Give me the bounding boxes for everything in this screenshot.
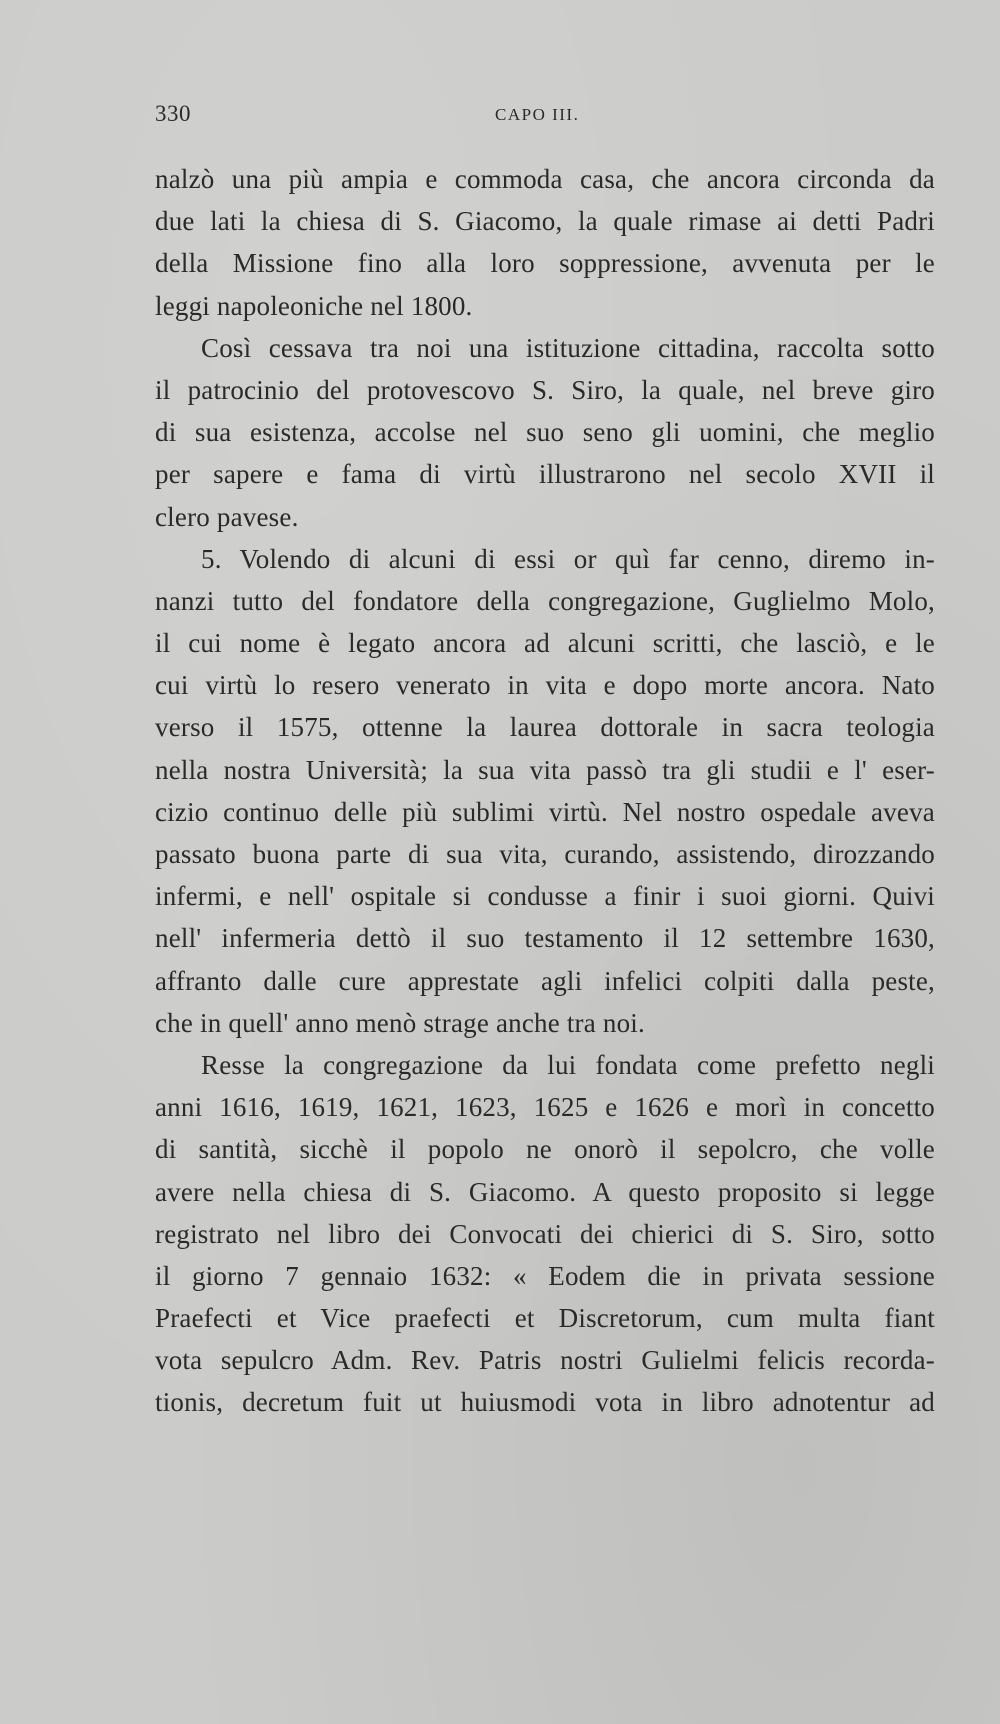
text-line: clero pavese. (155, 501, 299, 532)
text-line: verso il 1575, ottenne la laurea dottorale in sacra teologia (155, 712, 935, 743)
text-line: tionis, decretum fuit ut huiusmodi vota in libro adnotentur ad (155, 1387, 935, 1418)
text-line: il patrocinio del protovescovo S. Siro, la quale, nel breve giro (155, 374, 935, 405)
text-line: leggi napoleoniche nel 1800. (155, 290, 473, 321)
body-text (155, 158, 935, 1424)
text-line: due lati la chiesa di S. Giacomo, la quale rimase ai detti Padri (155, 206, 935, 237)
text-line: della Missione fino alla loro soppressione, avvenuta per le (155, 248, 935, 279)
text-line: cizio continuo delle più sublimi virtù. Nel nostro ospedale aveva (155, 796, 935, 827)
text-line: vota sepulcro Adm. Rev. Patris nostri Gulielmi felicis recorda- (155, 1345, 935, 1376)
text-line: che in quell' anno menò strage anche tra noi. (155, 1007, 645, 1038)
text-line: di sua esistenza, accolse nel suo seno gli uomini, che meglio (155, 417, 935, 448)
text-line: cui virtù lo resero venerato in vita e dopo morte ancora. Nato (155, 670, 935, 701)
page-header (155, 101, 935, 137)
text-line: per sapere e fama di virtù illustrarono nel secolo XVII il (155, 459, 935, 490)
text-line: passato buona parte di sua vita, curando, assistendo, dirozzando (155, 839, 935, 869)
text-line: Praefecti et Vice praefecti et Discretorum, cum multa fiant (155, 1303, 935, 1334)
text-line: Così cessava tra noi una istituzione cittadina, raccolta sotto (201, 332, 935, 363)
text-line: 5. Volendo di alcuni di essi or quì far cenno, diremo in- (201, 543, 935, 574)
text-line: affranto dalle cure apprestate agli infelici colpiti dalla peste, (155, 965, 935, 996)
text-line: nanzi tutto del fondatore della congregazione, Guglielmo Molo, (155, 585, 935, 616)
text-line: di santità, sicchè il popolo ne onorò il sepolcro, che volle (155, 1134, 935, 1165)
text-line: avere nella chiesa di S. Giacomo. A questo proposito si legge (155, 1176, 935, 1207)
text-line: nell' infermeria dettò il suo testamento il 12 settembre 1630, (155, 923, 935, 954)
text-line: il giorno 7 gennaio 1632: « Eodem die in privata sessione (155, 1260, 935, 1291)
page-number: 330 (155, 101, 191, 126)
text-line: nalzò una più ampia e commoda casa, che ancora circonda da (155, 164, 935, 194)
running-head: CAPO III. (495, 105, 580, 124)
text-line: Resse la congregazione da lui fondata come prefetto negli (201, 1049, 935, 1080)
text-line: anni 1616, 1619, 1621, 1623, 1625 e 1626 e morì in concetto (155, 1092, 935, 1123)
text-line: nella nostra Università; la sua vita passò tra gli studii e l' eser- (155, 754, 935, 785)
text-line: il cui nome è legato ancora ad alcuni scritti, che lasciò, e le (155, 628, 935, 659)
text-line: registrato nel libro dei Convocati dei chierici di S. Siro, sotto (155, 1218, 935, 1249)
text-line: infermi, e nell' ospitale si condusse a finir i suoi giorni. Quivi (155, 881, 935, 912)
